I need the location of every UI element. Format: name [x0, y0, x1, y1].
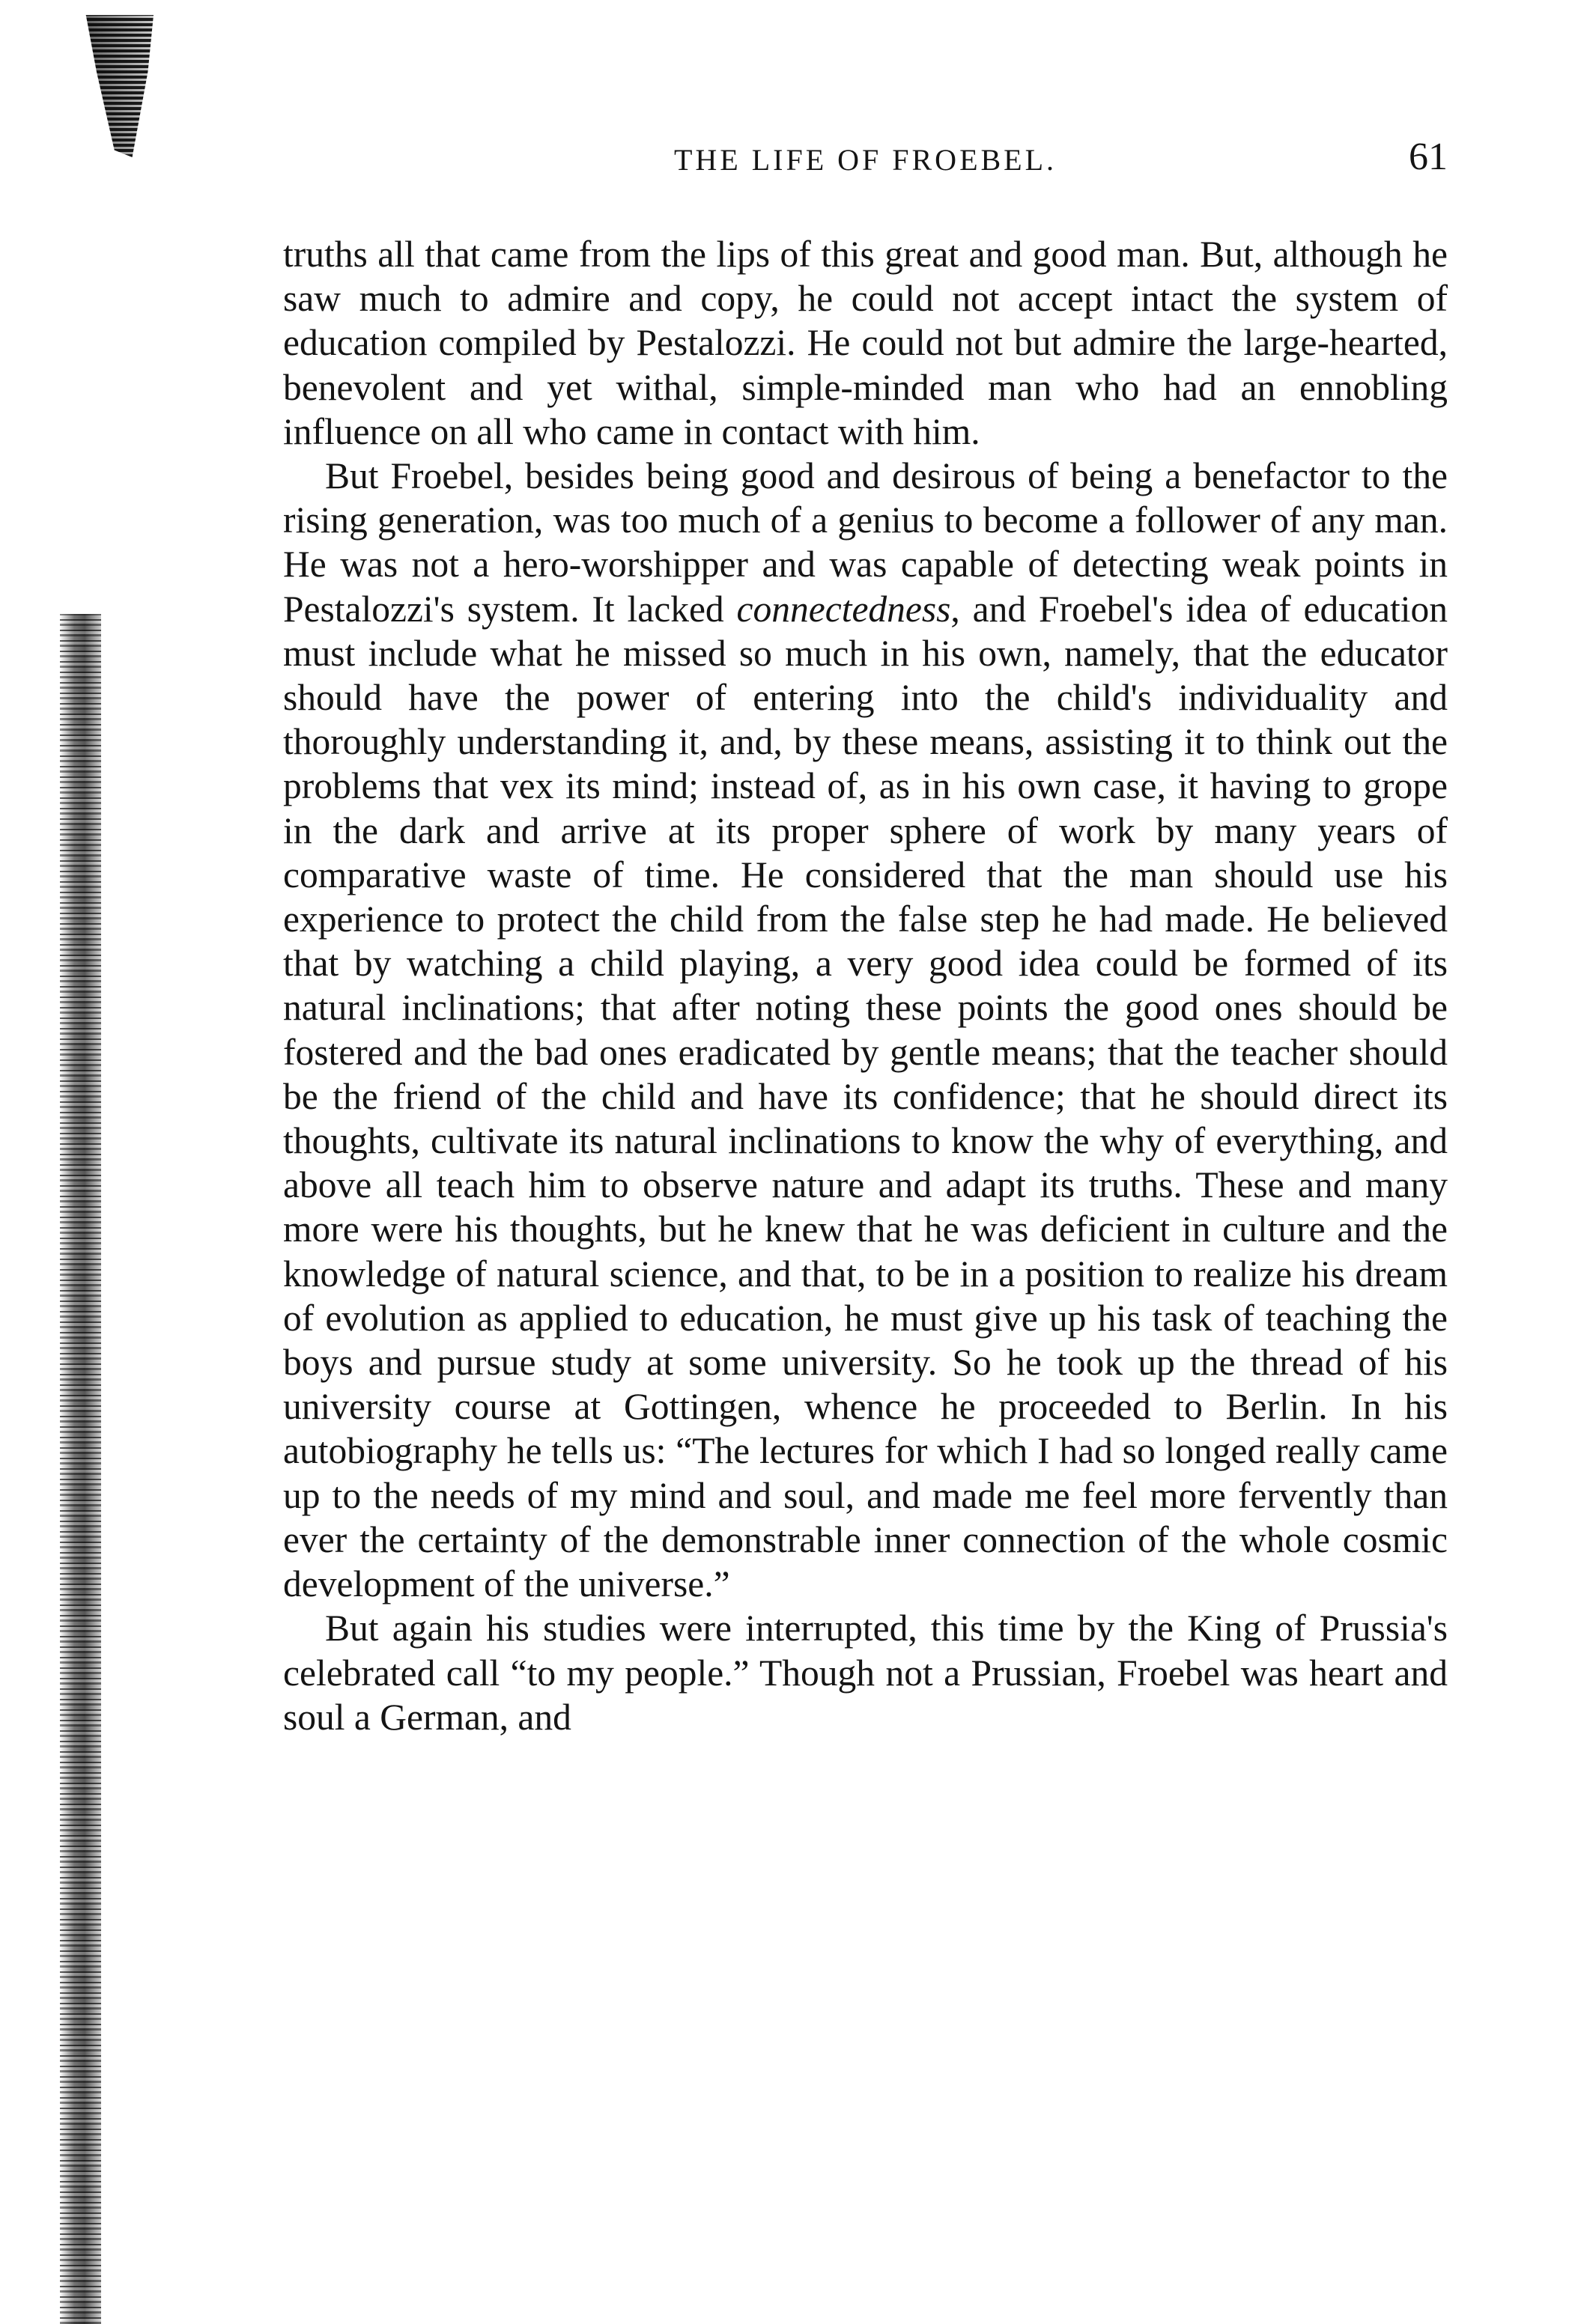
paragraph-1: [283, 232, 1448, 454]
paragraph-1-text: truths all that came from the lips of this great and good man. But, although he saw much to admire and copy, he could not accept intact the system of education compiled by Pestalozzi. He could not but admire the large-hearted, benevolent and yet withal, simple-minded man who had an ennobling influence on all who came in contact with him.: [283, 234, 1448, 452]
scan-artifact-top: [82, 15, 154, 157]
paragraph-2-text-start: But Froebel, besides being good and desirous of being a benefactor to the rising generation, was too much of a genius to become a follower of any man. He was not a hero-worshipper and was capable of detecting weak points in Pestalozzi's system. It lacked: [283, 455, 1448, 630]
paragraph-3-text: But again his studies were interrupted, this time by the King of Prussia's celebrated call “to my people.” Though not a Prussian, Froebel was heart and soul a German, and: [283, 1607, 1448, 1738]
paragraph-3: [283, 1606, 1448, 1739]
page-body: [283, 232, 1448, 1739]
binding-shadow: [60, 614, 101, 2324]
book-page: [283, 135, 1448, 1739]
italic-term: connectedness: [736, 588, 951, 630]
page-number: 61: [1409, 136, 1448, 178]
paragraph-2: [283, 454, 1448, 1606]
paragraph-2-text-end: , and Froebel's idea of education must include what he missed so much in his own, namely, that the educator should have the power of entering into the child's individuality and thoroughly understanding it, and, by these means, assisting it to think out the problems that vex its mind; instead of, as in his own case, it having to grope in the dark and arrive at its proper sphere of work by many years of comparative waste of time. He considered that the man should use his experience to protect the child from the false step he had made. He believed that by watching a child playing, a very good idea could be formed of its natural inclinations; that after noting these points the good ones should be fostered and the bad ones eradicated by gentle means; that the teacher should be the friend of the child and have its confidence; that he should direct its thoughts, cultivate its natural inclinations to know the why of everything, and above all teach him to observe nature and adapt its truths. These and many more were his thoughts, but he knew that he was deficient in culture and the knowledge of natural science, and that, to be in a position to realize his dream of evolution as applied to education, he must give up his task of teaching the boys and pursue study at some university. So he took up the thread of his university course at Gottingen, whence he proceeded to Berlin. In his autobiography he tells us: “The lectures for which I had so longed really came up to the needs of my mind and soul, and made me feel more fervently than ever the certainty of the demonstrable inner connection of the whole cosmic development of the universe.”: [283, 588, 1448, 1605]
running-head: THE LIFE OF FROEBEL.: [673, 143, 1057, 177]
page-header: [283, 135, 1448, 180]
scanned-page-gutter: [0, 0, 225, 2324]
